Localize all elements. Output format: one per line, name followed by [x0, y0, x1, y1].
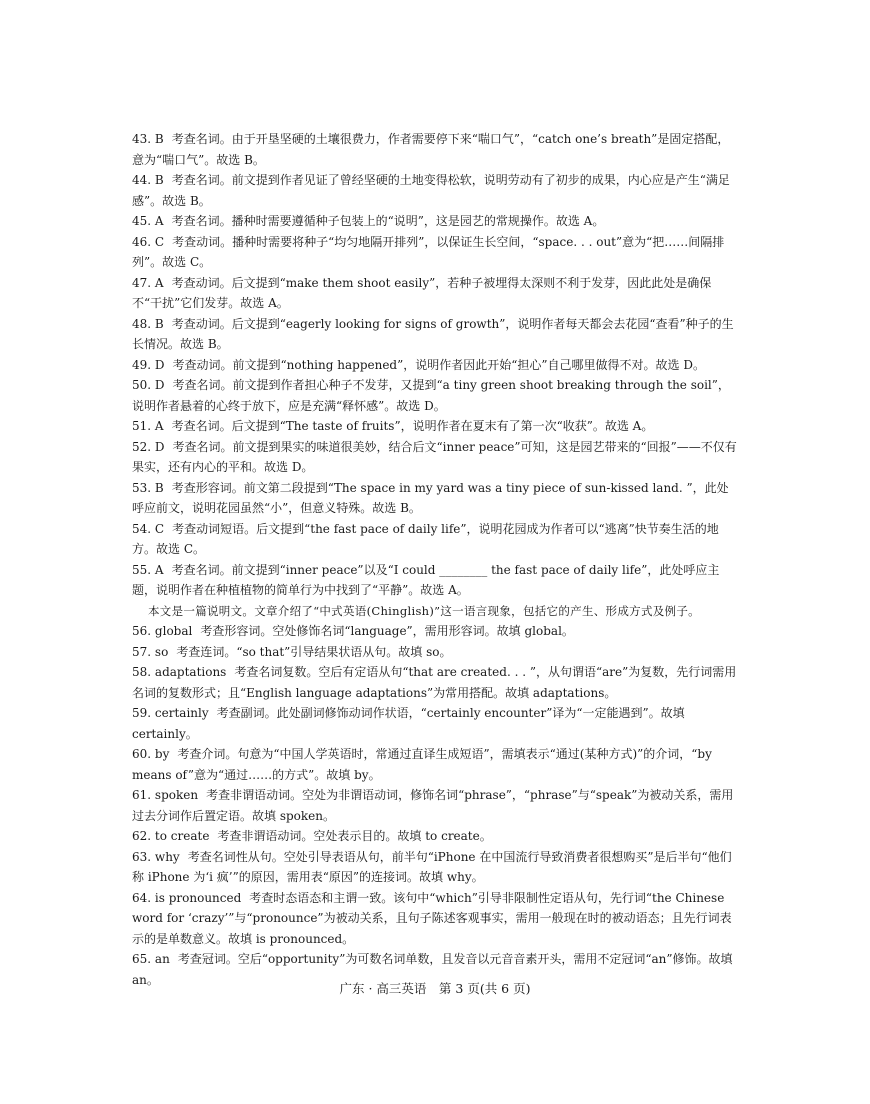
question-number: 50.	[132, 378, 152, 392]
page-footer: 广东 · 高三英语 第 3 页(共 6 页)	[339, 981, 531, 996]
answer-entry	[132, 478, 738, 519]
answer-entry	[132, 703, 738, 744]
answer-key: is pronounced	[154, 890, 242, 905]
answer-entry	[132, 519, 738, 560]
explanation-text: 考查非谓语动词。空处表示目的。故填 to create。	[217, 829, 492, 843]
answer-entry	[132, 662, 738, 703]
answer-entry	[132, 744, 738, 785]
answer-key: why	[154, 849, 180, 864]
explanation-text: 考查名词。前文提到“inner peace”以及“I could ________ the fast pace of daily life”，此处呼应主题，说明作者在种植植物的简单行为中找到了“平静”。故选 A。	[132, 562, 720, 597]
question-number: 59.	[132, 706, 152, 720]
question-number: 51.	[132, 419, 152, 433]
question-number: 63.	[132, 849, 152, 864]
question-number: 44.	[132, 173, 152, 187]
question-number: 52.	[132, 439, 152, 454]
explanation-text: 考查连词。“so that”引导结果状语从句。故填 so。	[176, 644, 452, 659]
answer-key: A	[154, 214, 164, 228]
explanation-text: 考查时态语态和主谓一致。该句中“which”引导非限制性定语从句，先行词“the Chinese word for ‘crazy’”与“pronounce”为被动关系，且句子陈述客观事实，需用一般现在时的被动语态；且先行词表示的是单数意义。故填 is pronounced。	[132, 890, 732, 946]
answer-entry	[132, 826, 738, 847]
question-number: 54.	[132, 521, 152, 536]
answer-key: B	[154, 132, 164, 146]
answer-key: spoken	[154, 788, 199, 802]
answer-key: D	[154, 439, 165, 454]
question-number: 46.	[132, 234, 152, 249]
explanation-text: 考查冠词。空后“opportunity”为可数名词单数，且发音以元音音素开头，需用不定冠词“an”修饰。故填 an。	[132, 952, 733, 987]
answer-entry	[132, 375, 738, 416]
question-number: 56.	[132, 624, 152, 638]
explanation-text: 考查形容词。前文第二段提到“The space in my yard was a tiny piece of sun-kissed land. ”，此处呼应前文，说明花园虽然“小”，但意义特殊。故选 B。	[132, 480, 729, 515]
question-number: 55.	[132, 562, 152, 577]
answer-entry	[132, 847, 738, 888]
answer-entry	[132, 355, 738, 376]
explanation-text: 考查名词。前文提到果实的味道很美妙，结合后文“inner peace”可知，这是园艺带来的“回报”——不仅有果实，还有内心的平和。故选 D。	[132, 439, 737, 474]
explanation-text: 考查动词。后文提到“make them shoot easily”，若种子被埋得太深则不利于发芽，因此此处是确保不“干扰”它们发芽。故选 A。	[132, 275, 712, 310]
answer-entry	[132, 560, 738, 601]
explanation-text: 考查名词。前文提到作者担心种子不发芽，又提到“a tiny green shoot breaking through the soil”，说明作者悬着的心终于放下，应是充满“释怀感”。故选 D。	[132, 378, 730, 413]
answer-key: so	[154, 644, 169, 659]
question-number: 47.	[132, 275, 152, 290]
answer-key: D	[154, 357, 165, 372]
answer-key: D	[154, 378, 165, 392]
answer-entry	[132, 621, 738, 642]
answer-key: B	[154, 173, 164, 187]
answer-key: C	[154, 521, 165, 536]
answer-key: A	[154, 275, 164, 290]
answer-key: B	[154, 480, 164, 495]
explanation-text: 考查非谓语动词。空处为非谓语动词，修饰名词“phrase”，“phrase”与“speak”为被动关系，需用过去分词作后置定语。故填 spoken。	[132, 788, 734, 823]
explanation-text: 考查名词。播种时需要遵循种子包装上的“说明”，这是园艺的常规操作。故选 A。	[171, 214, 605, 228]
question-number: 48.	[132, 316, 152, 331]
question-number: 49.	[132, 357, 152, 372]
question-number: 62.	[132, 829, 152, 843]
answer-entry	[132, 785, 738, 826]
cloze-answers	[132, 129, 738, 601]
question-number: 43.	[132, 132, 152, 146]
answer-key: global	[154, 624, 193, 638]
answer-entry	[132, 211, 738, 232]
answer-key: A	[154, 419, 164, 433]
answer-key: by	[154, 747, 170, 761]
explanation-text: 考查形容词。空处修饰名词“language”，需用形容词。故填 global。	[200, 624, 574, 638]
explanation-text: 考查名词。由于开垦坚硬的土壤很费力，作者需要停下来“喘口气”，“catch one’s breath”是固定搭配，意为“喘口气”。故选 B。	[132, 132, 730, 167]
question-number: 64.	[132, 890, 152, 905]
answer-key: adaptations	[154, 665, 227, 679]
answer-entry	[132, 437, 738, 478]
answer-entry	[132, 642, 738, 663]
question-number: 53.	[132, 480, 152, 495]
question-number: 58.	[132, 665, 152, 679]
question-number: 65.	[132, 952, 152, 966]
question-number: 45.	[132, 214, 152, 228]
question-number: 60.	[132, 747, 152, 761]
explanation-text: 考查名词复数。空后有定语从句“that are created. . . ”，从句谓语“are”为复数，先行词需用名词的复数形式；且“English language adaptations”为常用搭配。故填 adaptations。	[132, 665, 737, 700]
answer-entry	[132, 129, 738, 170]
grammar-fill-answers	[132, 621, 738, 990]
explanation-text: 考查动词短语。后文提到“the fast pace of daily life”，说明花园成为作者可以“逃离”快节奏生活的地方。故选 C。	[132, 521, 719, 556]
answer-key: certainly	[154, 706, 209, 720]
answer-key: A	[154, 562, 164, 577]
answer-key: to create	[154, 829, 210, 843]
answer-entry	[132, 314, 738, 355]
answer-entry	[132, 273, 738, 314]
question-number: 61.	[132, 788, 152, 802]
explanation-text: 考查动词。播种时需要将种子“均匀地隔开排列”，以保证生长空间，“space. . . out”意为“把……间隔排列”。故选 C。	[132, 234, 725, 269]
explanation-text: 考查动词。后文提到“eagerly looking for signs of growth”，说明作者每天都会去花园“查看”种子的生长情况。故选 B。	[132, 316, 734, 351]
explanation-text: 考查副词。此处副词修饰动词作状语，“certainly encounter”译为“一定能遇到”。故填 certainly。	[132, 706, 685, 741]
passage-intro: 本文是一篇说明文。文章介绍了“中式英语(Chinglish)”这一语言现象，包括它的产生、形成方式及例子。	[148, 603, 700, 618]
answer-explanations	[132, 129, 738, 990]
answer-entry	[132, 888, 738, 950]
explanation-text: 考查动词。前文提到“nothing happened”，说明作者因此开始“担心”自己哪里做得不对。故选 D。	[172, 357, 705, 372]
explanation-text: 考查名词。后文提到“The taste of fruits”，说明作者在夏末有了第一次“收获”。故选 A。	[171, 419, 654, 433]
answer-entry	[132, 170, 738, 211]
question-number: 57.	[132, 644, 152, 659]
answer-key: C	[154, 234, 165, 249]
answer-entry	[132, 416, 738, 437]
explanation-text: 考查名词性从句。空处引导表语从句，前半句“iPhone 在中国流行导致消费者很想购买”是后半句“他们称 iPhone 为‘i 疯’”的原因，需用表“原因”的连接词。故填 why。	[132, 849, 732, 884]
answer-key: an	[154, 952, 170, 966]
answer-entry	[132, 232, 738, 273]
answer-key: B	[154, 316, 164, 331]
explanation-text: 考查介词。句意为“中国人学英语时，常通过直译生成短语”，需填表示“通过(某种方式)”的介词，“by means of”意为“通过……的方式”。故填 by。	[132, 747, 712, 782]
explanation-text: 考查名词。前文提到作者见证了曾经坚硬的土地变得松软，说明劳动有了初步的成果，内心应是产生“满足感”。故选 B。	[132, 173, 730, 208]
